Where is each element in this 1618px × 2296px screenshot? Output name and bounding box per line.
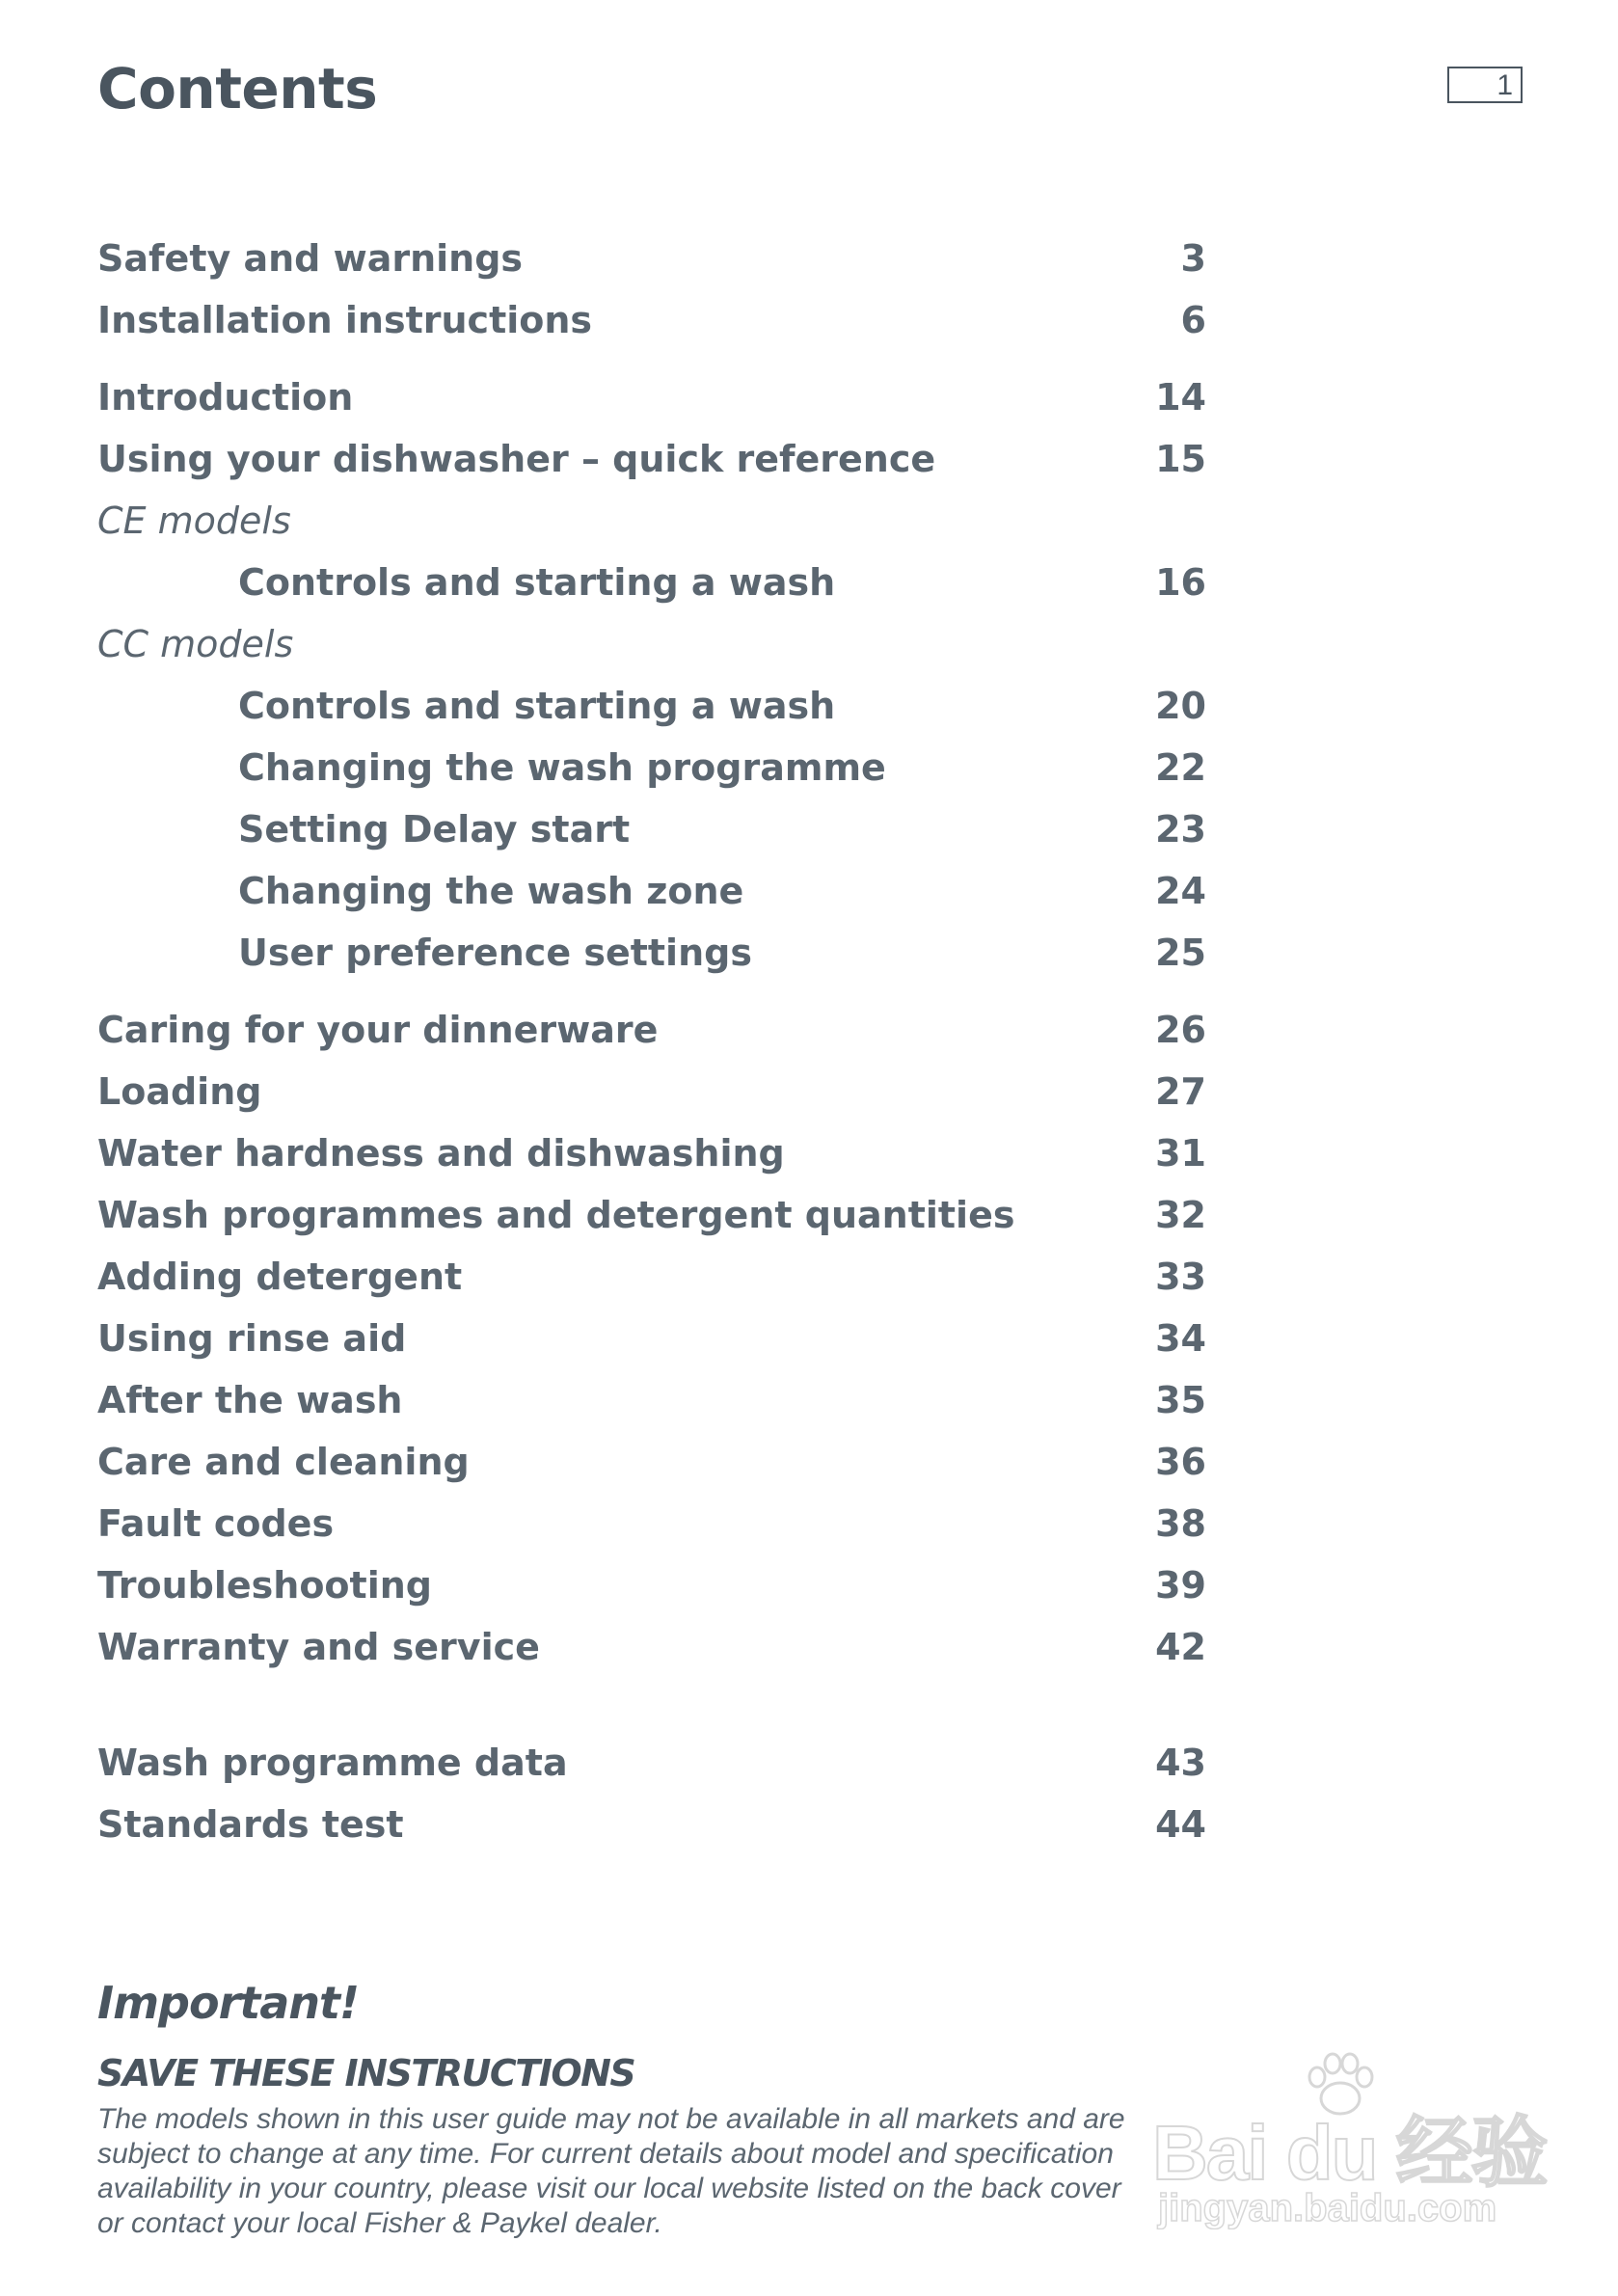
toc-entry-label: Changing the wash zone [238, 870, 744, 912]
notice-line: or contact your local Fisher & Paykel dealer. [97, 2207, 662, 2239]
toc-entry-label: Controls and starting a wash [238, 685, 836, 727]
toc-page-number: 15 [1155, 438, 1206, 480]
toc-entry-label: Standards test [97, 1803, 404, 1846]
toc-page-number: 23 [1155, 808, 1206, 851]
toc-entry-label: User preference settings [238, 932, 752, 974]
toc-entry[interactable] [97, 922, 1206, 984]
toc-page-number: 6 [1180, 299, 1206, 341]
toc-page-number: 36 [1155, 1441, 1206, 1483]
toc-entry[interactable] [97, 228, 1206, 289]
watermark-brand: Bai du 经验 [1152, 2110, 1547, 2196]
notice-line: The models shown in this user guide may not be available in all markets and are [97, 2103, 1125, 2135]
toc-entry-label: Fault codes [97, 1502, 335, 1545]
toc-page-number: 42 [1155, 1626, 1206, 1668]
toc-entry-label: Adding detergent [97, 1256, 463, 1298]
toc-entry[interactable] [97, 1061, 1206, 1122]
toc-entry-label: After the wash [97, 1379, 403, 1421]
toc-page-number: 27 [1155, 1070, 1206, 1113]
toc-page-number: 3 [1180, 237, 1206, 280]
toc-entry-label: CE models [97, 500, 291, 542]
toc-entry-label: Care and cleaning [97, 1441, 470, 1483]
toc-page-number: 20 [1155, 685, 1206, 727]
toc-entry-label: Warranty and service [97, 1626, 540, 1668]
baidu-watermark [1152, 2052, 1557, 2245]
toc-entry[interactable] [97, 1616, 1206, 1678]
toc-page-number: 22 [1155, 746, 1206, 789]
toc-entry-label: Installation instructions [97, 299, 593, 341]
toc-entry[interactable] [97, 1122, 1206, 1184]
toc-page-number: 16 [1155, 561, 1206, 604]
toc-entry[interactable] [97, 1308, 1206, 1369]
toc-page-number: 24 [1155, 870, 1206, 912]
toc-entry[interactable] [97, 1493, 1206, 1554]
notice-line: subject to change at any time. For current details about model and specification [97, 2138, 1114, 2170]
toc-entry[interactable] [97, 1184, 1206, 1246]
availability-notice [97, 2102, 1168, 2241]
toc-entry[interactable] [97, 366, 1206, 428]
toc-entry-label: Loading [97, 1070, 262, 1113]
toc-entry-label: Setting Delay start [238, 808, 631, 851]
toc-entry[interactable] [97, 798, 1206, 860]
toc-page-number: 33 [1155, 1256, 1206, 1298]
toc-entry-label: Wash programmes and detergent quantities [97, 1194, 1015, 1236]
watermark-url: jingyan.baidu.com [1158, 2187, 1497, 2229]
toc-page-number: 34 [1155, 1317, 1206, 1360]
toc-entry-label: Using your dishwasher – quick reference [97, 438, 936, 480]
toc-entry-label: Safety and warnings [97, 237, 524, 280]
toc-entry[interactable] [97, 675, 1206, 737]
toc-entry-label: Caring for your dinnerware [97, 1009, 659, 1051]
toc-entry-label: CC models [97, 623, 294, 665]
toc-entry[interactable] [97, 860, 1206, 922]
toc-entry[interactable] [97, 1246, 1206, 1308]
important-heading: Important! [97, 1977, 360, 2029]
toc-entry-label: Troubleshooting [97, 1564, 432, 1607]
toc-page-number: 35 [1155, 1379, 1206, 1421]
toc-page-number: 39 [1155, 1564, 1206, 1607]
toc-page-number: 38 [1155, 1502, 1206, 1545]
toc-entry-label: Using rinse aid [97, 1317, 407, 1360]
toc-entry[interactable] [97, 1554, 1206, 1616]
toc-entry-label: Controls and starting a wash [238, 561, 836, 604]
toc-entry-label: Introduction [97, 376, 354, 419]
toc-page-number: 44 [1155, 1803, 1206, 1846]
toc-entry[interactable] [97, 552, 1206, 613]
toc-entry-label: Changing the wash programme [238, 746, 886, 789]
toc-entry[interactable] [97, 1369, 1206, 1431]
toc-page-number: 26 [1155, 1009, 1206, 1051]
toc-entry[interactable] [97, 1732, 1206, 1794]
toc-entry[interactable] [97, 1794, 1206, 1855]
toc-entry[interactable] [97, 737, 1206, 798]
toc-page-number: 43 [1155, 1742, 1206, 1784]
save-instructions-heading: SAVE THESE INSTRUCTIONS [97, 2052, 635, 2094]
toc-entry[interactable] [97, 1431, 1206, 1493]
toc-group-heading [97, 613, 1206, 675]
page-number-box: 1 [1447, 67, 1523, 103]
notice-line: availability in your country, please visit our local website listed on the back cover [97, 2173, 1121, 2204]
toc-entry-label: Water hardness and dishwashing [97, 1132, 785, 1175]
toc-page-number: 31 [1155, 1132, 1206, 1175]
toc-entry[interactable] [97, 289, 1206, 351]
toc-page-number: 32 [1155, 1194, 1206, 1236]
toc-page-number: 25 [1155, 932, 1206, 974]
page-title: Contents [97, 56, 378, 122]
toc-entry[interactable] [97, 428, 1206, 490]
toc-entry-label: Wash programme data [97, 1742, 568, 1784]
toc-page-number: 14 [1155, 376, 1206, 419]
toc-group-heading [97, 490, 1206, 552]
toc-entry[interactable] [97, 999, 1206, 1061]
